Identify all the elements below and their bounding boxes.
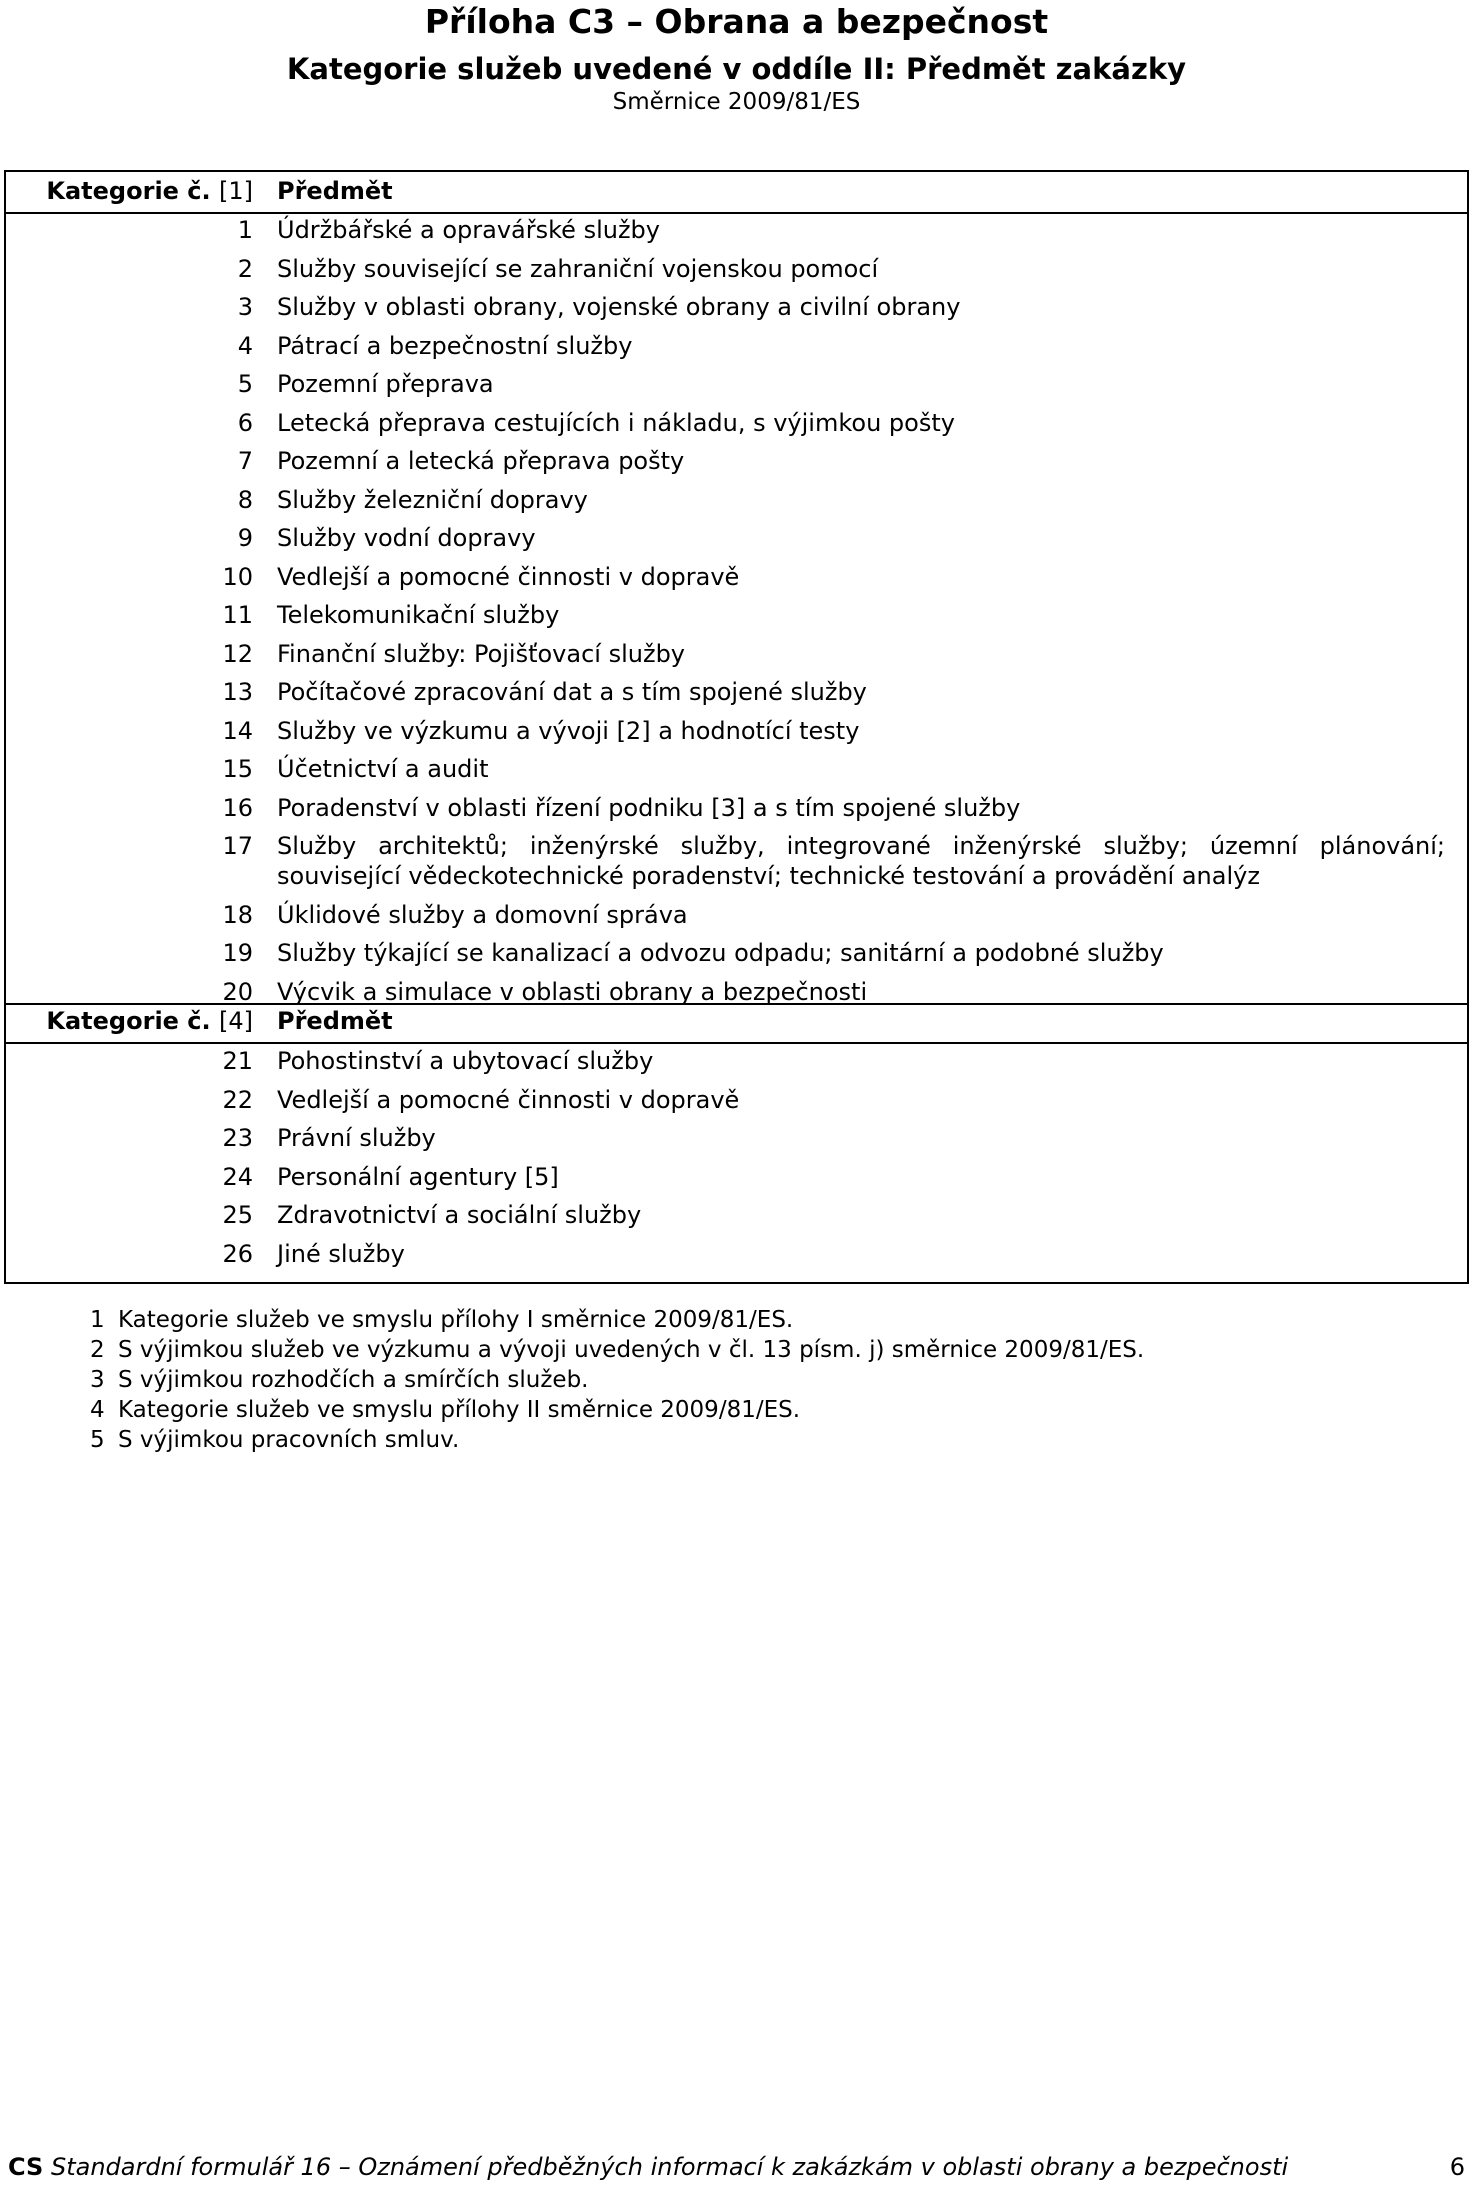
category-subject: Personální agentury [5] (277, 1162, 559, 1191)
category-subject: Pozemní přeprava (277, 370, 494, 398)
category-number: 13 (222, 678, 253, 706)
category-number: 10 (222, 562, 253, 591)
category-number: 12 (222, 639, 253, 668)
footnote-number: 4 (90, 1397, 105, 1423)
category-number: 8 (237, 485, 253, 514)
page-footer (8, 2150, 1465, 2184)
category-number: 26 (222, 1239, 253, 1268)
category-number: 23 (222, 1124, 253, 1152)
category-subject: Počítačové zpracování dat a s tím spojené služby (277, 678, 867, 706)
footnote (90, 1305, 793, 1335)
category-number: 18 (222, 900, 253, 929)
footnote-text: Kategorie služeb ve smyslu přílohy I směrnice 2009/81/ES. (118, 1307, 794, 1333)
category-subject: Letecká přeprava cestujících i nákladu, s výjimkou pošty (277, 408, 955, 437)
category-number: 22 (222, 1085, 253, 1114)
category-subject: Vedlejší a pomocné činnosti v dopravě (277, 562, 740, 591)
category-number: 14 (222, 716, 253, 745)
category-subject: Služby týkající se kanalizací a odvozu odpadu; sanitární a podobné služby (277, 939, 1164, 967)
category-number: 6 (237, 408, 253, 437)
header-divider (6, 1042, 1467, 1044)
header-divider (6, 212, 1467, 214)
category-header: Kategorie č. [4] (46, 1007, 253, 1035)
page-number: 6 (1449, 2153, 1465, 2181)
category-number: 25 (222, 1201, 253, 1229)
category-subject: Telekomunikační služby (277, 601, 560, 629)
footnote-text: Kategorie služeb ve smyslu přílohy II směrnice 2009/81/ES. (118, 1397, 801, 1423)
category-subject: Služby související se zahraniční vojenskou pomocí (277, 254, 879, 283)
category-subject: Vedlejší a pomocné činnosti v dopravě (277, 1085, 740, 1114)
category-number: 2 (237, 254, 253, 283)
footnote-number: 5 (90, 1427, 105, 1453)
footnote (90, 1335, 1144, 1365)
category-subject: Služby železniční dopravy (277, 485, 588, 514)
service-categories-table (4, 170, 1469, 1284)
category-number: 5 (237, 370, 253, 398)
category-header: Kategorie č. [1] (46, 177, 253, 205)
subject-header: Předmět (277, 177, 393, 205)
subject-header: Předmět (277, 1007, 393, 1035)
category-subject: Údržbářské a opravářské služby (277, 216, 660, 244)
category-number: 15 (222, 755, 253, 783)
page-title: Příloha C3 – Obrana a bezpečnost (424, 2, 1049, 41)
category-number: 11 (222, 601, 253, 629)
category-subject: Služby architektů; inženýrské služby, integrované inženýrské služby; územní plánování; související vědeckotechnické poradenství; technické testování a provádění analýz (277, 832, 1445, 890)
form-title: Standardní formulář 16 – Oznámení předběžných informací k zakázkám v oblasti obrany a bezpečnosti (50, 2153, 1289, 2181)
category-subject: Právní služby (277, 1124, 436, 1152)
category-subject: Služby ve výzkumu a vývoji [2] a hodnotící testy (277, 716, 860, 745)
category-number: 7 (237, 447, 253, 475)
category-subject: Úklidové služby a domovní správa (277, 900, 688, 929)
category-number: 24 (222, 1162, 253, 1191)
footnote-text: S výjimkou rozhodčích a smírčích služeb. (118, 1367, 589, 1393)
footnote-number: 1 (90, 1307, 105, 1333)
category-number: 16 (222, 793, 253, 822)
category-subject: Zdravotnictví a sociální služby (277, 1201, 642, 1229)
category-number: 1 (237, 216, 253, 244)
footnote (90, 1395, 800, 1425)
category-subject: Služby vodní dopravy (277, 524, 536, 552)
category-number: 3 (237, 293, 253, 321)
group-divider (6, 1003, 1467, 1005)
category-subject: Služby v oblasti obrany, vojenské obrany a civilní obrany (277, 293, 961, 321)
footnote-text: S výjimkou služeb ve výzkumu a vývoji uvedených v čl. 13 písm. j) směrnice 2009/81/ES. (118, 1337, 1145, 1363)
directive-reference: Směrnice 2009/81/ES (612, 89, 861, 115)
language-code: CS (8, 2153, 44, 2181)
category-subject: Poradenství v oblasti řízení podniku [3] a s tím spojené služby (277, 793, 1021, 822)
category-number: 9 (237, 524, 253, 552)
category-subject: Účetnictví a audit (277, 755, 489, 783)
page-subtitle: Kategorie služeb uvedené v oddíle II: Předmět zakázky (286, 52, 1187, 86)
category-number: 21 (222, 1047, 253, 1075)
category-number: 19 (222, 939, 253, 967)
category-number: 4 (237, 331, 253, 360)
footnote-number: 3 (90, 1367, 105, 1393)
footnote (90, 1425, 459, 1455)
footnote (90, 1365, 588, 1395)
footnote-text: S výjimkou pracovních smluv. (118, 1427, 460, 1453)
category-subject: Pozemní a letecká přeprava pošty (277, 447, 685, 475)
category-subject: Pohostinství a ubytovací služby (277, 1047, 654, 1075)
category-subject: Jiné služby (277, 1239, 405, 1268)
footnote-number: 2 (90, 1337, 105, 1363)
category-subject: Pátrací a bezpečnostní služby (277, 331, 633, 360)
category-number: 17 (222, 832, 253, 860)
category-subject: Finanční služby: Pojišťovací služby (277, 639, 685, 668)
category-number: 20 (222, 977, 253, 1006)
category-subject: Výcvik a simulace v oblasti obrany a bezpečnosti (277, 977, 868, 1006)
